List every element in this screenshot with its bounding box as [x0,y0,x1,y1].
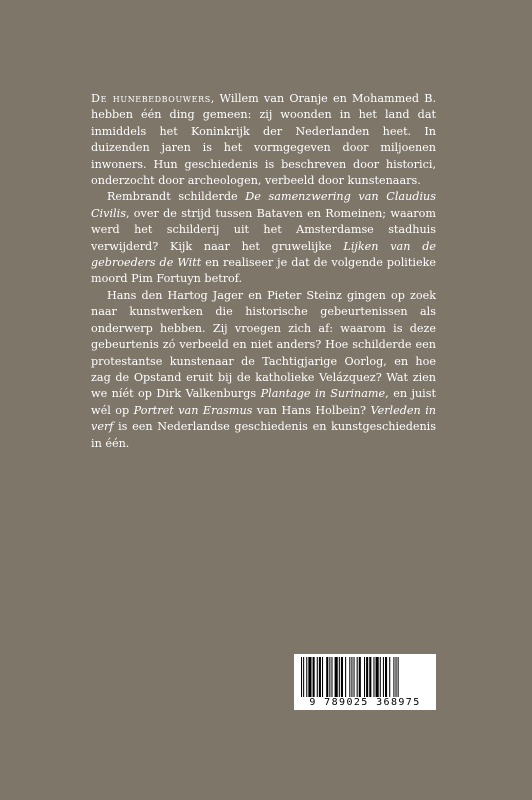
blurb-paragraph-2: Rembrandt schilderde De samenzwering van Claudius Civilis, over de strijd tussen Bataven en Romeinen; waarom werd het schilderij uit het Amsterdamse stadhuis verwijderd? Kijk naar het gruwelijke Lijken van de gebroeders de Witt en realiseer je dat de volgende politieke moord Pim Fortuyn betrof. [91,190,436,286]
title-gebroeders-de-witt: Lijken van de gebroeders de Witt [91,239,436,270]
title-plantage-suriname: Plantage in Suriname [260,387,386,401]
blurb-paragraph-1: De hunebedbouwers, Willem van Oranje en Mohammed B. hebben één ding gemeen: zij woonden in het land dat inmiddels het Koninkrijk der Nederlanden heet. In duizenden jaren is het vormgegeven door miljoenen inwoners. Hun geschiedenis is beschreven door historici, onderzocht door archeologen, verbeeld door kunstenaars. [91,92,436,188]
blurb-paragraph-3: Hans den Hartog Jager en Pieter Steinz gingen op zoek naar kunstwerken die historische gebeurtenissen als onderwerp hebben. Zij vroegen zich af: waarom is deze gebeurtenis zó verbeeld en niet anders? Hoe schilderde een protestantse kunstenaar de Tachtigjarige Oorlog, en hoe zag de Opstand eruit bij de katholieke Velázquez? Wat zien we níét op Dirk Valkenburgs Plantage in Suriname, en juist wél op Portret van Erasmus van Hans Holbein? Verleden in verf is een Nederlandse geschiedenis en kunstgeschiedenis in één. [91,288,437,450]
isbn-digits: 9 789025 368975 [309,697,421,708]
isbn-barcode [294,654,436,710]
lead-small-caps: De hunebedbouwers [91,92,211,105]
title-verleden-in-verf: Verleden in verf [91,403,437,434]
barcode-bars [300,657,430,697]
title-portret-erasmus: Portret van Erasmus [133,403,253,417]
blurb-text [91,91,436,452]
title-claudius-civilis: De samenzwering van Claudius Civilis [91,190,436,220]
